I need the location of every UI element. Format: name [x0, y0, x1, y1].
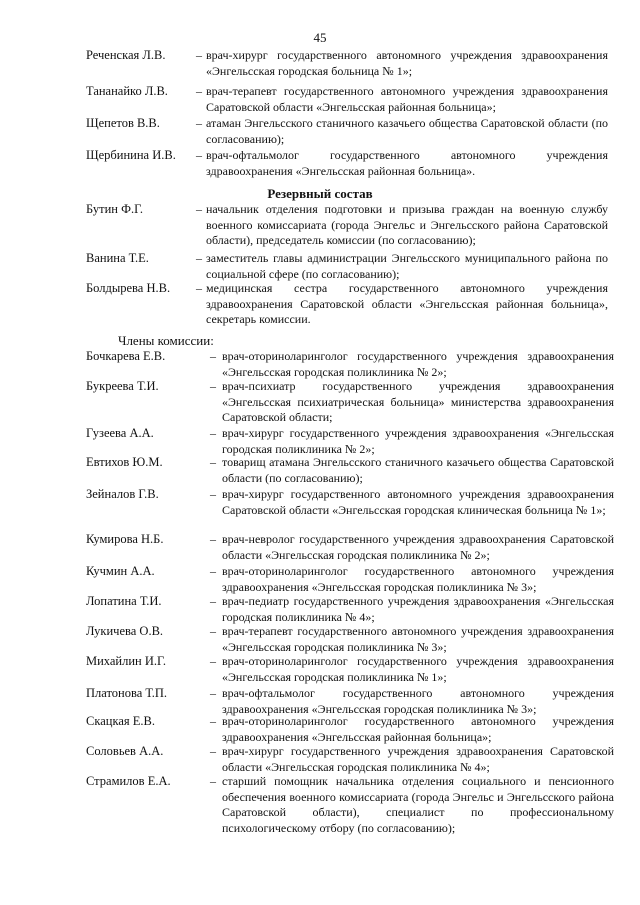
person-entry: [0, 426, 640, 457]
reserve-section-title: Резервный состав: [267, 186, 373, 201]
person-entry: [0, 281, 640, 328]
dash-separator: –: [196, 251, 202, 265]
person-name: Ванина Т.Е.: [86, 251, 149, 265]
person-name: Зейналов Г.В.: [86, 487, 159, 501]
person-name: Бочкарева Е.В.: [86, 349, 166, 363]
person-entry: [0, 532, 640, 563]
person-position: врач-хирург государственного автономного учреждения здравоохранения «Энгельсская городская больница № 1»;: [206, 48, 608, 78]
person-position: врач-хирург государственного учреждения здравоохранения «Энгельсская городская поликлиника № 2»;: [222, 426, 614, 456]
person-position: врач-офтальмолог государственного автономного учреждения здравоохранения «Энгельсская районная больница».: [206, 148, 608, 178]
person-name: Михайлин И.Г.: [86, 654, 166, 668]
person-position: медицинская сестра государственного автономного учреждения здравоохранения Саратовской области «Энгельсская районная больница», секретарь комиссии.: [206, 281, 608, 326]
person-name: Соловьев А.А.: [86, 744, 164, 758]
person-entry: [0, 624, 640, 655]
person-position: врач-оториноларинголог государственного автономного учреждения здравоохранения «Энгельсская городская поликлиника № 3»;: [222, 564, 614, 594]
person-name: Болдырева Н.В.: [86, 281, 171, 295]
dash-separator: –: [210, 564, 216, 578]
person-entry: [0, 654, 640, 685]
dash-separator: –: [210, 654, 216, 668]
person-position: врач-невролог государственного учреждения здравоохранения Саратовской области «Энгельсская городская поликлиника № 2»;: [222, 532, 614, 562]
person-name: Букреева Т.И.: [86, 379, 159, 393]
person-position: врач-оториноларинголог государственного автономного учреждения здравоохранения «Энгельсская районная больница»;: [222, 714, 614, 744]
person-position: врач-хирург государственного учреждения здравоохранения Саратовской области «Энгельсская городская поликлиника № 4»;: [222, 744, 614, 774]
dash-separator: –: [210, 379, 216, 393]
dash-separator: –: [210, 532, 216, 546]
dash-separator: –: [210, 426, 216, 440]
person-entry: [0, 686, 640, 717]
dash-separator: –: [196, 84, 202, 98]
person-name: Кучмин А.А.: [86, 564, 155, 578]
person-name: Евтихов Ю.М.: [86, 455, 163, 469]
person-name: Щепетов В.В.: [86, 116, 160, 130]
person-entry: [0, 116, 640, 147]
person-entry: [0, 564, 640, 595]
person-entry: [0, 594, 640, 625]
person-entry: [0, 84, 640, 115]
person-position: врач-оториноларинголог государственного учреждения здравоохранения «Энгельсская городская поликлиника № 2»;: [222, 349, 614, 379]
person-position: начальник отделения подготовки и призыва граждан на военную службу военного комиссариата (города Энгельс и Энгельсского района Саратовской области), председатель комиссии (по согласованию);: [206, 202, 608, 247]
person-entry: [0, 349, 640, 380]
person-name: Платонова Т.П.: [86, 686, 168, 700]
person-position: товарищ атамана Энгельсского станичного казачьего общества Саратовской области (по согласованию);: [222, 455, 614, 485]
dash-separator: –: [196, 281, 202, 295]
person-entry: [0, 774, 640, 836]
person-name: Тананайко Л.В.: [86, 84, 168, 98]
dash-separator: –: [210, 455, 216, 469]
person-position: врач-терапевт государственного автономного учреждения здравоохранения Саратовской области «Энгельсская районная больница»;: [206, 84, 608, 114]
dash-separator: –: [210, 487, 216, 501]
person-position: врач-психиатр государственного учреждения здравоохранения «Энгельсская психиатрическая больница» министерства здравоохранения Саратовской области;: [222, 379, 614, 424]
dash-separator: –: [210, 686, 216, 700]
person-name: Щербинина И.В.: [86, 148, 176, 162]
person-entry: [0, 487, 640, 534]
person-entry: [0, 251, 640, 282]
dash-separator: –: [210, 594, 216, 608]
dash-separator: –: [196, 148, 202, 162]
person-name: Скацкая Е.В.: [86, 714, 155, 728]
person-entry: [0, 48, 640, 79]
person-position: атаман Энгельсского станичного казачьего общества Саратовской области (по согласованию);: [206, 116, 608, 146]
person-position: врач-оториноларинголог государственного учреждения здравоохранения «Энгельсская городская поликлиника № 1»;: [222, 654, 614, 684]
dash-separator: –: [210, 349, 216, 363]
person-name: Страмилов Е.А.: [86, 774, 171, 788]
person-name: Кумирова Н.Б.: [86, 532, 164, 546]
dash-separator: –: [210, 714, 216, 728]
person-name: Реченская Л.В.: [86, 48, 166, 62]
person-entry: [0, 202, 640, 249]
person-entry: [0, 714, 640, 745]
members-label: Члены комиссии:: [118, 333, 214, 348]
dash-separator: –: [210, 744, 216, 758]
dash-separator: –: [196, 116, 202, 130]
person-position: врач-педиатр государственного учреждения здравоохранения «Энгельсская городская поликлиника № 4»;: [222, 594, 614, 624]
person-position: врач-офтальмолог государственного автономного учреждения здравоохранения «Энгельсская городская поликлиника № 3»;: [222, 686, 614, 716]
person-entry: [0, 744, 640, 775]
person-name: Бутин Ф.Г.: [86, 202, 144, 216]
page-number: 45: [313, 30, 327, 45]
person-entry: [0, 455, 640, 486]
person-name: Лопатина Т.И.: [86, 594, 162, 608]
person-position: старший помощник начальника отделения социального и пенсионного обеспечения военного комиссариата (города Энгельс и Энгельсского района Саратовской области), специалист по профессиональному психологическому отбору (по согласованию);: [222, 774, 614, 835]
person-position: заместитель главы администрации Энгельсского муниципального района по социальной сфере (по согласованию);: [206, 251, 608, 281]
dash-separator: –: [196, 48, 202, 62]
person-name: Лукичева О.В.: [86, 624, 164, 638]
person-name: Гузеева А.А.: [86, 426, 154, 440]
person-position: врач-терапевт государственного автономного учреждения здравоохранения «Энгельсская городская поликлиника № 3»;: [222, 624, 614, 654]
dash-separator: –: [210, 774, 216, 788]
person-entry: [0, 379, 640, 426]
dash-separator: –: [196, 202, 202, 216]
dash-separator: –: [210, 624, 216, 638]
person-entry: [0, 148, 640, 179]
person-position: врач-хирург государственного автономного учреждения здравоохранения Саратовской области «Энгельсская городская клиническая больница № 1»;: [222, 487, 614, 517]
